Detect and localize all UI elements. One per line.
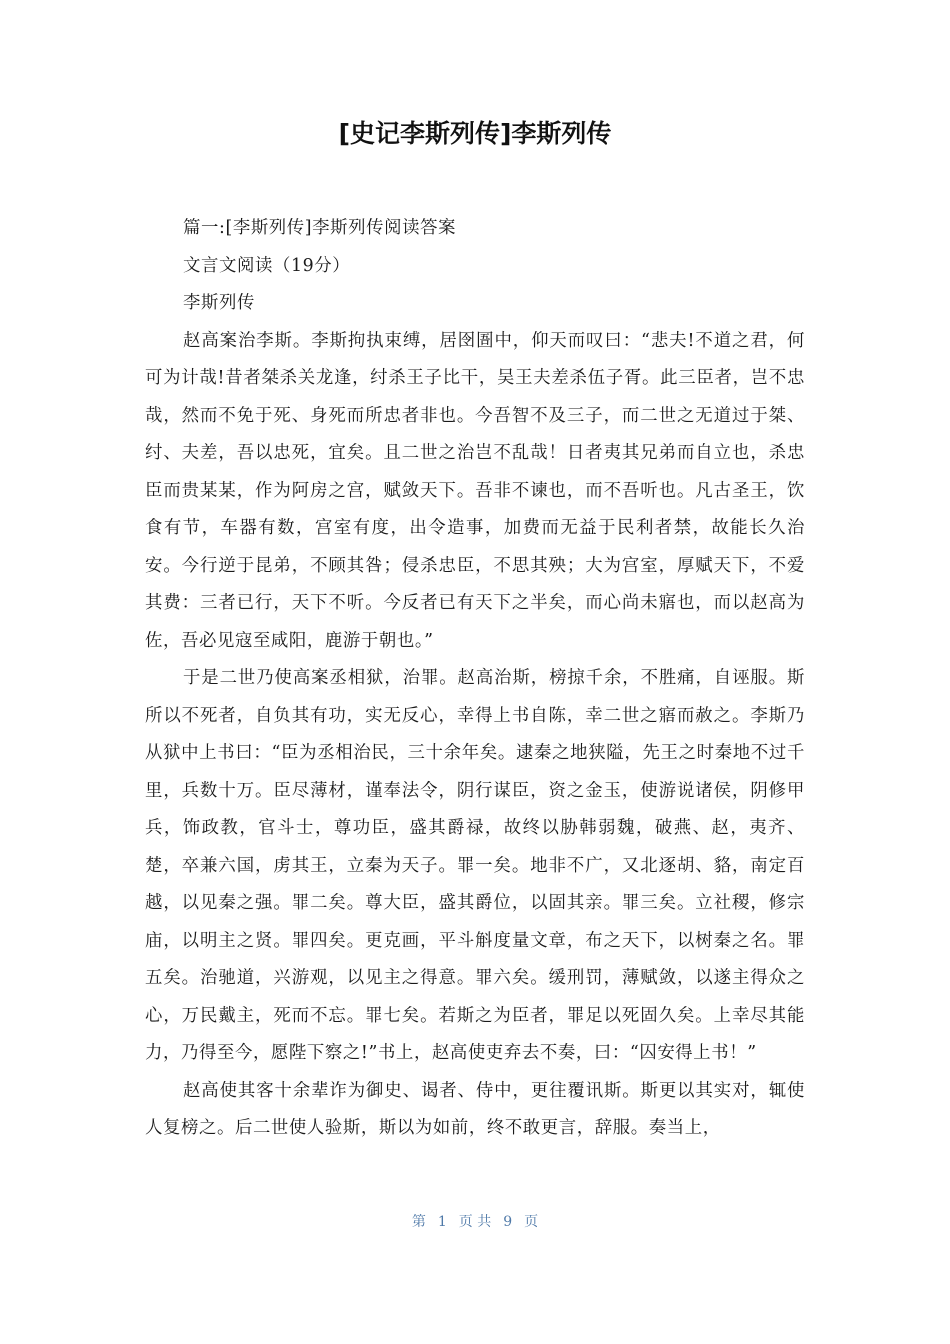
paragraph-body: 赵高案治李斯。李斯拘执束缚，居囹圄中，仰天而叹曰：“悲夫!不道之君，何可为计哉!昔者桀杀关龙逢，纣杀王子比干，吴王夫差杀伍子胥。此三臣者，岂不忠哉，然而不免于死、身死而所忠者非也。今吾智不及三子，而二世之无道过于桀、纣、夫差，吾以忠死，宜矣。且二世之治岂不乱哉！日者夷其兄弟而自立也，杀忠臣而贵某某，作为阿房之宫，赋敛天下。吾非不谏也，而不吾听也。凡古圣王，饮食有节，车器有数，宫室有度，出令造事，加费而无益于民利者禁，故能长久治安。今行逆于昆弟，不顾其咎；侵杀忠臣，不思其殃；大为宫室，厚赋天下，不爱其费：三者已行，天下不听。今反者已有天下之半矣，而心尚未寤也，而以赵高为佐，吾必见寇至咸阳，鹿游于朝也。” (145, 330, 805, 651)
paragraph-section-label: 文言文阅读（19分） (183, 255, 351, 276)
paragraph-body: 于是二世乃使高案丞相狱，治罪。赵高治斯，榜掠千余，不胜痛，自诬服。斯所以不死者，自负其有功，实无反心，幸得上书自陈，幸二世之寤而赦之。李斯乃从狱中上书曰：“臣为丞相治民，三十余年矣。逮秦之地狭隘，先王之时秦地不过千里，兵数十万。臣尽薄材，谨奉法令，阴行谋臣，资之金玉，使游说诸侯，阴修甲兵，饰政教，官斗士，尊功臣，盛其爵禄，故终以胁韩弱魏，破燕、赵，夷齐、楚，卒兼六国，虏其王，立秦为天子。罪一矣。地非不广，又北逐胡、貉，南定百越，以见秦之强。罪二矣。尊大臣，盛其爵位，以固其亲。罪三矣。立社稷，修宗庙，以明主之贤。罪四矣。更克画，平斗斛度量文章，布之天下，以树秦之名。罪五矣。治驰道，兴游观，以见主之得意。罪六矣。缓刑罚，薄赋敛，以遂主得众之心，万民戴主，死而不忘。罪七矣。若斯之为臣者，罪足以死固久矣。上幸尽其能力，乃得至今，愿陛下察之!”书上，赵高使吏弃去不奏，曰：“囚安得上书！” (145, 668, 805, 1063)
footer-total-pages: 9 (503, 1214, 513, 1230)
document-body (145, 210, 805, 1148)
footer-pages-label: 页 (524, 1214, 539, 1230)
paragraph-source-heading: 篇一:[李斯列传]李斯列传阅读答案 (183, 218, 457, 238)
paragraph-text-title: 李斯列传 (183, 293, 255, 313)
page-footer (0, 1210, 950, 1234)
footer-current-page: 1 (437, 1214, 447, 1230)
footer-page-label: 第 (411, 1214, 426, 1230)
document-title: [史记李斯列传]李斯列传 (338, 119, 612, 148)
footer-of-label: 页 共 (458, 1214, 492, 1230)
paragraph-body: 赵高使其客十余辈诈为御史、谒者、侍中，更往覆讯斯。斯更以其实对，辄使人复榜之。后二世使人验斯，斯以为如前，终不敢更言，辞服。奏当上， (145, 1080, 805, 1138)
